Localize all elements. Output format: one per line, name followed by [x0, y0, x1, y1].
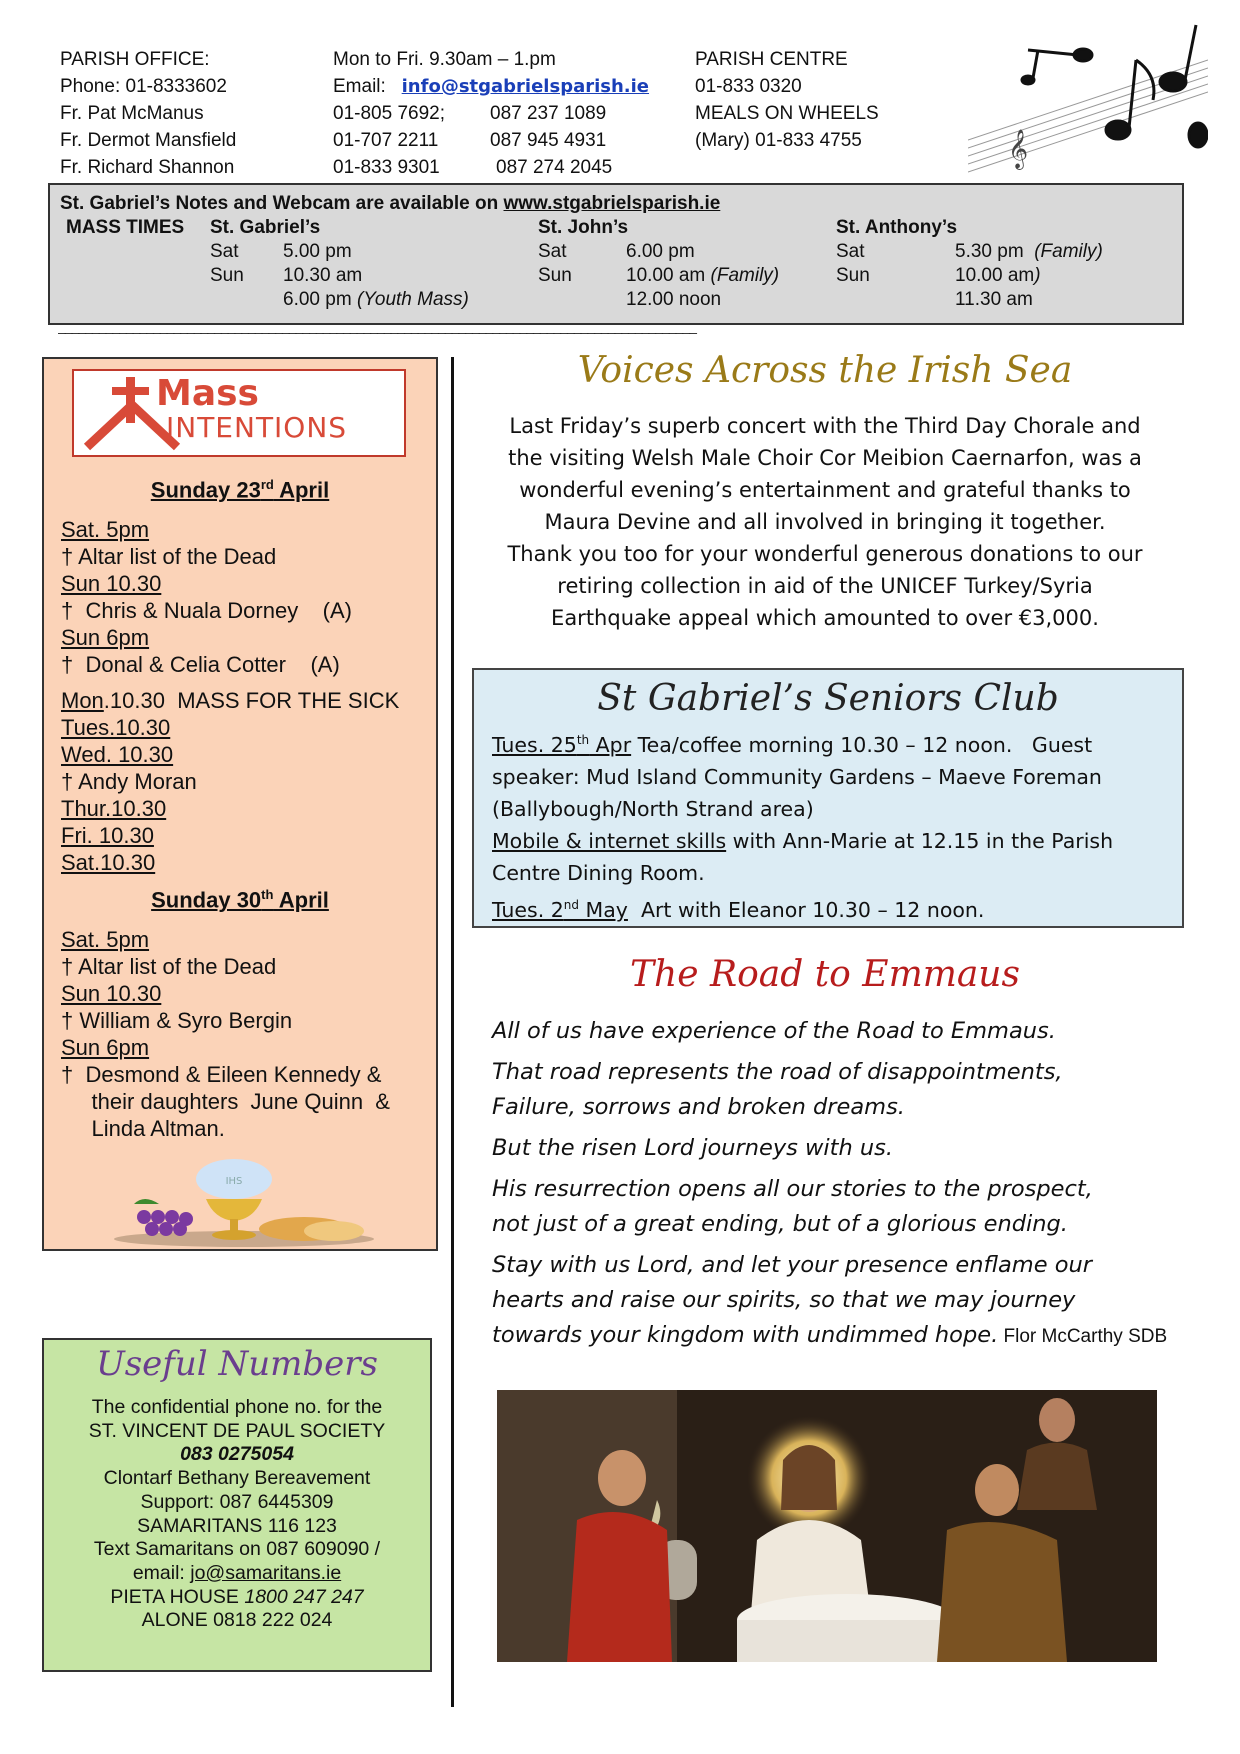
list-item: Thur.10.30: [61, 796, 167, 821]
samaritans-email-link[interactable]: jo@samaritans.ie: [190, 1561, 342, 1584]
anthony-time-sun: 10.00 am): [955, 265, 1041, 286]
seniors-line-6: Tues. 2nd May Art with Eleanor 10.30 – 12 noon.: [492, 897, 985, 922]
useful-numbers-box: [42, 1338, 432, 1672]
webcam-notice: St. Gabriel’s Notes and Webcam are available on www.stgabrielsparish.ie: [60, 193, 721, 214]
list-item: † Andy Moran: [61, 769, 197, 794]
useful-numbers-title: Useful Numbers: [96, 1344, 378, 1384]
paragraph-line: not just of a great ending, but of a glorious ending.: [492, 1211, 1068, 1237]
emmaus-reflection: [492, 1013, 1167, 1354]
sunday-30-heading: Sunday 30th April: [151, 887, 329, 913]
paragraph-line: wonderful evening’s entertainment and grateful thanks to: [519, 478, 1131, 502]
list-item: Text Samaritans on 087 609090 /: [93, 1538, 381, 1561]
list-item: Sat. 5pm: [61, 517, 150, 542]
mass-intentions-box: [42, 357, 438, 1251]
paragraph-line: Maura Devine and all involved in bringing it together.: [544, 510, 1106, 534]
emmaus-supper-painting: [497, 1390, 1157, 1662]
list-item: † Desmond & Eileen Kennedy &: [61, 1062, 382, 1087]
list-item: Wed. 10.30: [61, 742, 174, 767]
list-item: Clontarf Bethany Bereavement: [103, 1467, 371, 1490]
priest-3: Fr. Richard Shannon: [60, 157, 235, 178]
list-item: † William & Syro Bergin: [61, 1008, 293, 1033]
list-item: † Altar list of the Dead: [61, 544, 277, 569]
paragraph-line: Thank you too for your wonderful generous donations to our: [507, 542, 1143, 566]
mass-times-box: [48, 183, 1184, 325]
pieta-line: PIETA HOUSE 1800 247 247: [110, 1585, 364, 1608]
seniors-body: [492, 724, 1113, 926]
sunday-30-list: [61, 926, 390, 1142]
gabriel-time-sat: 5.00 pm: [283, 241, 352, 262]
phone-a-2: 01-707 2211: [333, 130, 439, 151]
seniors-line-5: Centre Dining Room.: [492, 860, 705, 885]
list-item: Sun 6pm: [61, 1035, 150, 1060]
list-item: † Donal & Celia Cotter (A): [61, 652, 340, 677]
phone-b-3: 087 274 2045: [496, 157, 613, 178]
website-link[interactable]: www.stgabrielsparish.ie: [503, 193, 721, 214]
list-item: SAMARITANS 116 123: [137, 1514, 337, 1537]
paragraph-line: the visiting Welsh Male Choir Cor Meibion Caernarfon, was a: [508, 446, 1142, 470]
list-item: Sat.10.30: [61, 850, 156, 875]
anthony-time-late: 11.30 am: [955, 289, 1033, 310]
logo-mass-text: Mass: [156, 373, 259, 414]
samaritans-email-line: email: jo@samaritans.ie: [132, 1561, 342, 1584]
seniors-line-1: Tues. 25th Apr Tea/coffee morning 10.30 – 12 noon. Guest: [492, 732, 1093, 757]
list-item: 083 0275054: [180, 1443, 294, 1466]
paragraph-line: All of us have experience of the Road to Emmaus.: [492, 1018, 1056, 1044]
voices-title: Voices Across the Irish Sea: [577, 350, 1073, 391]
gabriel-time-sun: 10.30 am: [283, 265, 363, 286]
list-item: .10.30 MASS FOR THE SICK: [103, 688, 400, 713]
john-time-sun: 10.00 am (Family): [626, 265, 780, 286]
anthony-time-sat: 5.30 pm (Family): [955, 241, 1103, 262]
parish-office-block: [60, 46, 236, 181]
useful-numbers-list: [44, 1396, 430, 1633]
seniors-title: St Gabriel’s Seniors Club: [597, 678, 1059, 719]
voices-body: [470, 410, 1180, 634]
email-link[interactable]: info@stgabrielsparish.ie: [401, 76, 650, 97]
seniors-line-3: (Ballybough/North Strand area): [492, 796, 814, 821]
office-label: PARISH OFFICE:: [60, 49, 210, 70]
phone-a-3: 01-833 9301: [333, 157, 440, 178]
office-phone: Phone: 01-8333602: [60, 76, 227, 97]
john-day-sat: Sat: [538, 241, 567, 262]
priest-1: Fr. Pat McManus: [60, 103, 204, 124]
paragraph-line: hearts and raise our spirits, so that we may journey: [492, 1287, 1076, 1313]
seniors-club-box: [472, 668, 1184, 928]
office-hours: Mon to Fri. 9.30am – 1.pm: [333, 49, 556, 70]
paragraph-line: retiring collection in aid of the UNICEF Turkey/Syria: [557, 574, 1093, 598]
list-item: Sun 10.30: [61, 571, 162, 596]
list-item: Support: 087 6445309: [140, 1490, 334, 1513]
paragraph-line: towards your kingdom with undimmed hope.: [492, 1322, 999, 1348]
seniors-line-2: speaker: Mud Island Community Gardens – Maeve Foreman: [492, 764, 1102, 789]
john-time-noon: 12.00 noon: [626, 289, 722, 310]
list-item: ALONE 0818 222 024: [141, 1609, 333, 1632]
mass-times-label: MASS TIMES: [66, 217, 185, 238]
list-item: Sun 6pm: [61, 625, 150, 650]
list-item: Sat. 5pm: [61, 927, 150, 952]
meals-label: MEALS ON WHEELS: [695, 103, 879, 124]
emmaus-title: The Road to Emmaus: [630, 954, 1020, 995]
anthony-day-sat: Sat: [836, 241, 865, 262]
paragraph-line: Earthquake appeal which amounted to over €3,000.: [551, 606, 1099, 630]
gabriel-day-sat: Sat: [210, 241, 239, 262]
st-gabriel-name: St. Gabriel’s: [210, 217, 321, 238]
john-day-sun: Sun: [538, 265, 572, 286]
phone-b-1: 087 237 1089: [490, 103, 607, 124]
svg-text:𝄞: 𝄞: [1008, 129, 1029, 169]
meals-phone: (Mary) 01-833 4755: [695, 130, 862, 151]
list-item: † Chris & Nuala Dorney (A): [61, 598, 352, 623]
paragraph-line: Last Friday’s superb concert with the Third Day Chorale and: [509, 414, 1141, 438]
st-anthony-name: St. Anthony’s: [836, 217, 958, 238]
list-item: Fri. 10.30: [61, 823, 154, 848]
centre-label: PARISH CENTRE: [695, 49, 848, 70]
list-item: † Altar list of the Dead: [61, 954, 277, 979]
parish-centre-block: [695, 46, 879, 154]
anthony-day-sun: Sun: [836, 265, 870, 286]
paragraph-line: Stay with us Lord, and let your presence enflame our: [492, 1252, 1092, 1278]
separator-line: ______________________________________________________________________________________________: [58, 318, 696, 334]
list-item: Mon: [61, 688, 104, 713]
chalice-bread-grapes-icon: [104, 1159, 384, 1249]
list-item: their daughters June Quinn &: [61, 1089, 390, 1114]
weekday-list: [61, 687, 399, 876]
mobile-block: [490, 100, 612, 181]
column-divider: [451, 357, 454, 1707]
st-john-name: St. John’s: [538, 217, 629, 238]
centre-phone: 01-833 0320: [695, 76, 802, 97]
paragraph-line: Failure, sorrows and broken dreams.: [492, 1094, 905, 1120]
mass-intentions-logo: [72, 369, 406, 457]
list-item: ST. VINCENT DE PAUL SOCIETY: [88, 1419, 386, 1442]
seniors-line-4: Mobile & internet skills with Ann-Marie at 12.15 in the Parish: [492, 828, 1114, 853]
sunday-23-list: [61, 516, 352, 678]
phone-a-1: 01-805 7692;: [333, 103, 445, 124]
priest-2: Fr. Dermot Mansfield: [60, 130, 237, 151]
logo-intentions-text: INTENTIONS: [166, 411, 348, 444]
paragraph-line: But the risen Lord journeys with us.: [492, 1135, 894, 1161]
phone-b-2: 087 945 4931: [490, 130, 607, 151]
list-item: The confidential phone no. for the: [91, 1396, 383, 1418]
sunday-23-heading: Sunday 23rd April: [150, 477, 330, 503]
john-time-sat: 6.00 pm: [626, 241, 695, 262]
paragraph-line: That road represents the road of disappointments,: [492, 1059, 1063, 1085]
email-label: Email:: [333, 76, 386, 97]
list-item: Tues.10.30: [61, 715, 171, 740]
paragraph-line: His resurrection opens all our stories to the prospect,: [492, 1176, 1093, 1202]
gabriel-day-sun: Sun: [210, 265, 244, 286]
gabriel-time-youth: 6.00 pm (Youth Mass): [283, 289, 469, 310]
list-item: Sun 10.30: [61, 981, 162, 1006]
author-credit: Flor McCarthy SDB: [998, 1326, 1168, 1347]
list-item: Linda Altman.: [61, 1116, 225, 1141]
music-notes-icon: [968, 20, 1208, 180]
svg-text:IHS: IHS: [225, 1176, 243, 1187]
